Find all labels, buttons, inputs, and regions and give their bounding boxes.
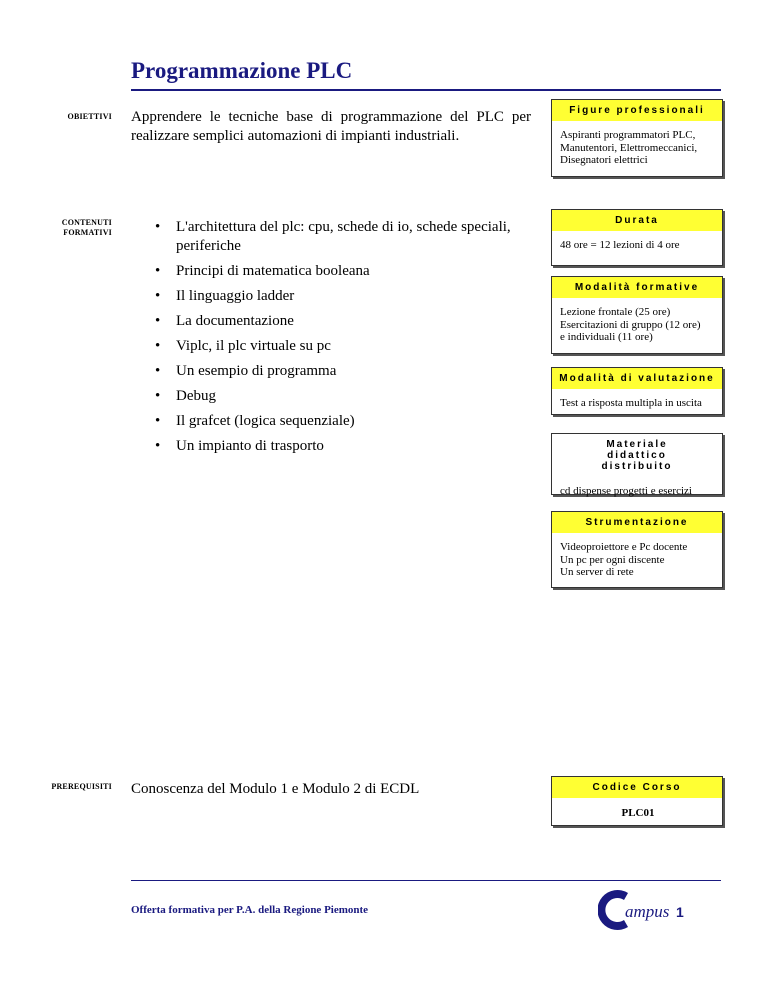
box-title: Modalità di valutazione — [552, 368, 722, 389]
title-rule — [131, 89, 721, 91]
box-text: Aspiranti programmatori PLC, Manutentori, Elettromeccanici, Disegnatori elettrici — [560, 129, 698, 166]
box-text: cd dispense progetti e esercizi — [560, 485, 692, 497]
logo-number: 1 — [676, 904, 684, 920]
list-item: • Un impianto di trasporto — [131, 437, 531, 456]
box-text: PLC01 — [621, 807, 655, 819]
list-item: • Principi di matematica booleana — [131, 262, 531, 281]
contenuti-list — [131, 218, 531, 462]
box-text: Videoproiettore e Pc docente Un pc per ogni discente Un server di rete — [560, 541, 688, 578]
list-item: • Debug — [131, 387, 531, 406]
obiettivi-label: OBIETTIVI — [67, 112, 112, 121]
box-title: Codice Corso — [552, 777, 722, 798]
box-text: 48 ore = 12 lezioni di 4 ore — [560, 239, 680, 251]
box-text: Test a risposta multipla in uscita — [560, 397, 702, 409]
footer-rule — [131, 880, 721, 881]
box-title: Modalità formative — [552, 277, 722, 298]
list-item: • Il linguaggio ladder — [131, 287, 531, 306]
box-figure-professionali — [551, 99, 723, 177]
list-item: • L'architettura del plc: cpu, schede di io, schede speciali, periferiche — [131, 218, 531, 256]
box-codice-corso — [551, 776, 723, 826]
box-strumentazione — [551, 511, 723, 588]
logo-arc — [598, 890, 628, 930]
list-item: • Il grafcet (logica sequenziale) — [131, 412, 531, 431]
obiettivi-text: Apprendere le tecniche base di programmazione del PLC per realizzare semplici automazioni di impianti industriali. — [131, 109, 531, 144]
contenuti-label: CONTENUTI FORMATIVI — [61, 218, 112, 237]
footer-text: Offerta formativa per P.A. della Regione Piemonte — [131, 904, 369, 916]
list-item: • Viplc, il plc virtuale su pc — [131, 337, 531, 356]
box-title: Materiale didattico distribuito — [601, 439, 673, 472]
box-modalita-valutazione — [551, 367, 723, 415]
campus-logo-icon — [598, 887, 713, 933]
box-title: Durata — [552, 210, 722, 231]
campus-logo-icon — [598, 887, 713, 933]
prerequisiti-text: Conoscenza del Modulo 1 e Modulo 2 di ECDL — [131, 781, 420, 797]
page-title: Programmazione PLC — [131, 58, 353, 83]
list-item: • Un esempio di programma — [131, 362, 531, 381]
box-title: Strumentazione — [552, 512, 722, 533]
list-item: • La documentazione — [131, 312, 531, 331]
box-title: Figure professionali — [552, 100, 722, 121]
box-durata — [551, 209, 723, 266]
box-modalita-formative — [551, 276, 723, 354]
logo-text: ampus — [625, 902, 670, 921]
box-materiale-didattico — [551, 433, 723, 495]
box-text: Lezione frontale (25 ore) Esercitazioni di gruppo (12 ore) e individuali (11 ore) — [560, 306, 701, 343]
prerequisiti-label: PREREQUISITI — [51, 782, 112, 791]
